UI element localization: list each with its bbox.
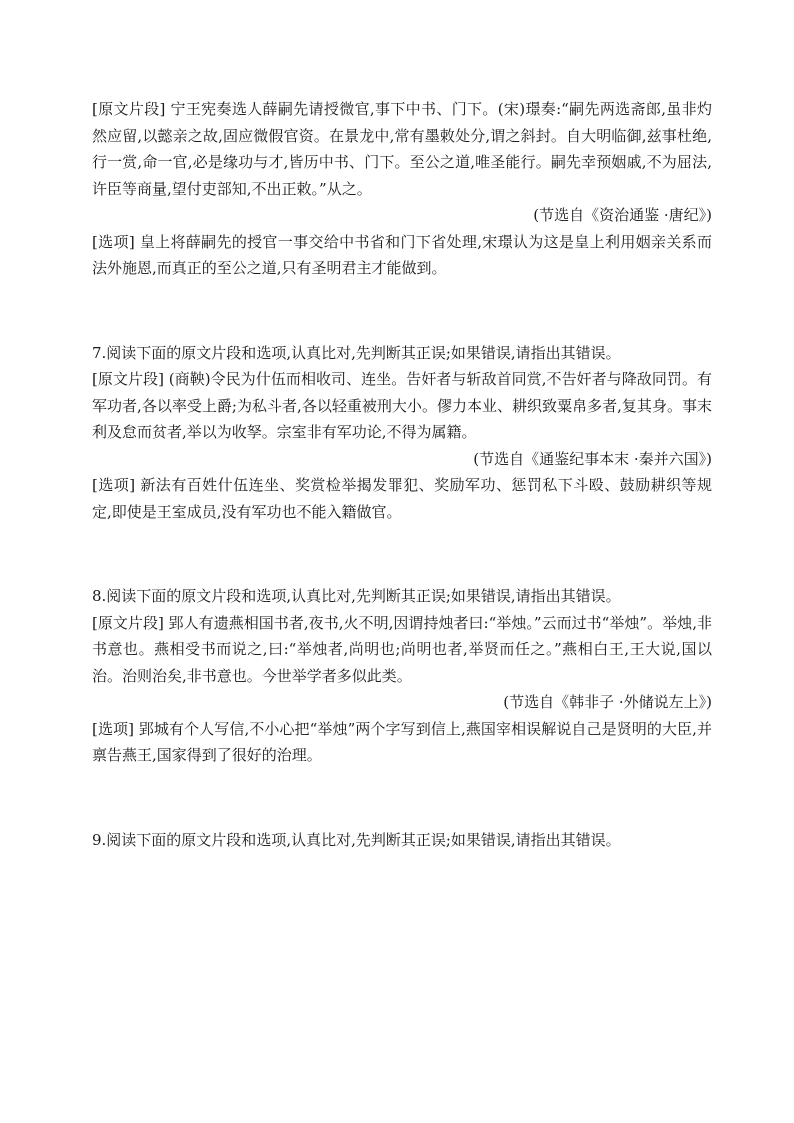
block6-original-text: [原文片段] 宁王宪奏选人薛嗣先请授微官,事下中书、门下。(宋)璟奏:“嗣先两选斋郎,虽非灼然应留,以懿亲之故,固应微假官资。在景龙中,常有墨敕处分,谓之斜封。自大明临御,兹事杜绝,行一赏,命一官,必是缘功与才,皆历中书、门下。至公之道,唯圣能行。嗣先幸预姻戚,不为屈法,许臣等商量,望付吏部知,不出正敕。”从之。 bbox=[92, 100, 712, 198]
spacer bbox=[92, 769, 712, 827]
spacer bbox=[92, 282, 712, 340]
question-8-heading: 8.阅读下面的原文片段和选项,认真比对,先判断其正误;如果错误,请指出其错误。 bbox=[92, 587, 621, 605]
question-8-original-text: [原文片段] 郢人有遗燕相国书者,夜书,火不明,因谓持烛者曰:“举烛。”云而过书“举烛”。举烛,非书意也。燕相受书而说之,曰:“举烛者,尚明也;尚明也者,举贤而任之。”燕相白王,王大说,国以治。治则治矣,非书意也。今世举学者多似此类。 bbox=[92, 613, 712, 685]
spacer bbox=[92, 525, 712, 583]
question-7-heading: 7.阅读下面的原文片段和选项,认真比对,先判断其正误;如果错误,请指出其错误。 bbox=[92, 343, 621, 362]
block6-source: (节选自《资治通鉴 ·唐纪》) bbox=[533, 206, 712, 224]
question-8-source: (节选自《韩非子 ·外储说左上》) bbox=[503, 693, 712, 711]
document-page bbox=[92, 96, 712, 853]
question-9-heading: 9.阅读下面的原文片段和选项,认真比对,先判断其正误;如果错误,请指出其错误。 bbox=[92, 830, 621, 849]
block6-option-text: [选项] 皇上将薛嗣先的授官一事交给中书省和门下省处理,宋璟认为这是皇上利用姻亲关系而法外施恩,而真正的至公之道,只有圣明君主才能做到。 bbox=[92, 232, 712, 277]
question-8-option-text: [选项] 郢城有个人写信,不小心把“举烛”两个字写到信上,燕国宰相误解说自己是贤明的大臣,并禀告燕王,国家得到了很好的治理。 bbox=[92, 719, 712, 764]
question-7-source: (节选自《通鉴纪事本末 ·秦并六国》) bbox=[473, 449, 712, 468]
question-7-original-text: [原文片段] (商鞅)令民为什伍而相收司、连坐。告奸者与斩敌首同赏,不告奸者与降敌同罚。有军功者,各以率受上爵;为私斗者,各以轻重被刑大小。僇力本业、耕织致粟帛多者,复其身。事末利及怠而贫者,举以为收孥。宗室非有军功论,不得为属籍。 bbox=[92, 370, 712, 441]
question-7-option-text: [选项] 新法有百姓什伍连坐、奖赏检举揭发罪犯、奖励军功、惩罚私下斗殴、鼓励耕织等规定,即使是王室成员,没有军功也不能入籍做官。 bbox=[92, 476, 712, 521]
